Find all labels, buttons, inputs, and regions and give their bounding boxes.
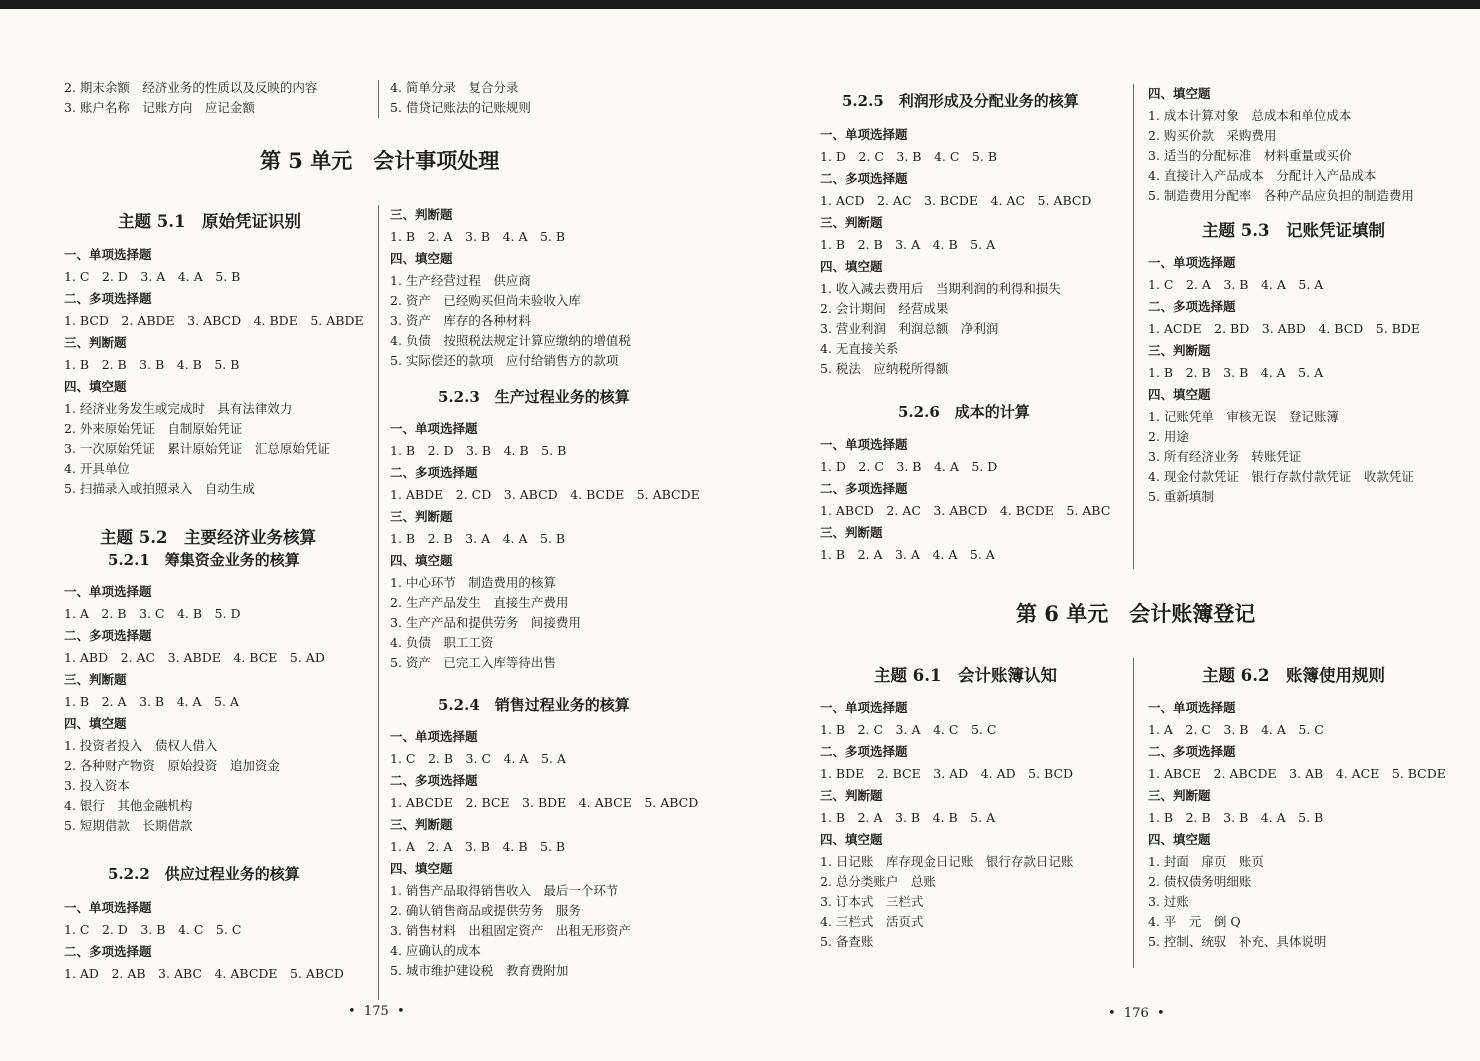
answer-line: 1. B 2. A 3. A 4. A 5. A [820,547,995,562]
continued-answers-right [390,78,531,118]
answer-line: 1. C 2. D 3. B 4. C 5. C [64,922,242,937]
section-5-2-2-answers-part2 [390,203,631,371]
section-5-2-4-answers [390,725,698,981]
section-5-2-2-title: 5.2.2 供应过程业务的核算 [108,865,300,883]
answer-line: 2. 购买价款 采购费用 [1148,128,1277,143]
section-heading: 三、判断题 [390,817,453,832]
answer-line: 1. BCD 2. ABDE 3. ABCD 4. BDE 5. ABDE [64,313,364,328]
answer-line: 5. 重新填制 [1148,489,1214,504]
answer-line: 2. 债权债务明细账 [1148,874,1252,889]
section-5-2-4-title: 5.2.4 销售过程业务的核算 [438,696,630,714]
section-5-2-2-answers-part1 [64,896,344,984]
section-5-2-5-answers [820,123,1091,379]
answer-line: 1. ABCD 2. AC 3. ABCD 4. BCDE 5. ABC [820,503,1111,518]
answer-line: 3. 生产产品和提供劳务 间接费用 [390,615,581,630]
section-5-2-3-answers [390,417,700,673]
section-heading: 二、多项选择题 [1148,744,1236,759]
topic-5-3-answers [1148,251,1420,507]
topic-6-1-answers [820,696,1073,952]
section-heading: 二、多项选择题 [64,944,152,959]
unit-6-title: 第 6 单元 会计账簿登记 [1016,601,1256,626]
section-heading: 四、填空题 [820,832,883,847]
section-heading: 四、填空题 [1148,387,1211,402]
section-5-2-1-title: 5.2.1 筹集资金业务的核算 [108,551,300,569]
answer-line: 3. 所有经济业务 转账凭证 [1148,449,1302,464]
answer-line: 1. B 2. C 3. A 4. C 5. C [820,722,997,737]
answer-line: 2. 会计期间 经营成果 [820,301,949,316]
answer-line: 3. 营业利润 利润总额 净利润 [820,321,999,336]
section-heading: 三、判断题 [390,509,453,524]
answer-line: 2. 总分类账户 总账 [820,874,936,889]
answer-line: 4. 开具单位 [64,461,130,476]
answer-line: 1. ABCE 2. ABCDE 3. AB 4. ACE 5. BCDE [1148,766,1446,781]
section-heading: 二、多项选择题 [390,465,478,480]
answer-line: 3. 一次原始凭证 累计原始凭证 汇总原始凭证 [64,441,330,456]
answer-line: 1. 成本计算对象 总成本和单位成本 [1148,108,1352,123]
column-divider [378,205,379,1000]
answer-line: 1. B 2. D 3. B 4. B 5. B [390,443,567,458]
section-heading: 四、填空题 [390,251,453,266]
answer-line: 2. 期末余额 经济业务的性质以及反映的内容 [64,80,318,95]
answer-line: 2. 生产产品发生 直接生产费用 [390,595,569,610]
page-number-right: • 176 • [1108,1006,1165,1021]
answer-line: 1. B 2. B 3. B 4. B 5. B [64,357,240,372]
answer-line: 5. 备查账 [820,934,874,949]
section-heading: 二、多项选择题 [1148,299,1236,314]
answer-line: 1. 记账凭单 审核无误 登记账簿 [1148,409,1339,424]
answer-line: 4. 平 元 倒 Q [1148,914,1241,929]
column-divider [378,80,379,118]
answer-line: 5. 制造费用分配率 各种产品应负担的制造费用 [1148,188,1414,203]
answer-line: 1. B 2. B 3. B 4. A 5. A [1148,365,1324,380]
answer-line: 2. 外来原始凭证 自制原始凭证 [64,421,243,436]
topic-6-2-title: 主题 6.2 账簿使用规则 [1202,666,1385,685]
answer-line: 1. 投资者投入 债权人借入 [64,738,218,753]
answer-line: 5. 实际偿还的款项 应付给销售方的款项 [390,353,619,368]
section-heading: 四、填空题 [1148,86,1211,101]
answer-line: 1. 封面 扉页 账页 [1148,854,1264,869]
column-divider [1133,658,1134,968]
section-heading: 二、多项选择题 [820,744,908,759]
section-heading: 一、单项选择题 [1148,700,1236,715]
answer-line: 1. C 2. B 3. C 4. A 5. A [390,751,566,766]
answer-line: 1. A 2. B 3. C 4. B 5. D [64,606,241,621]
answer-line: 3. 资产 库存的各种材料 [390,313,531,328]
answer-line: 1. D 2. C 3. B 4. A 5. D [820,459,998,474]
answer-line: 1. BDE 2. BCE 3. AD 4. AD 5. BCD [820,766,1074,781]
answer-line: 1. ACDE 2. BD 3. ABD 4. BCD 5. BDE [1148,321,1421,336]
section-heading: 四、填空题 [1148,832,1211,847]
section-5-2-1-answers [64,580,325,836]
page-number-left: • 175 • [348,1004,405,1019]
section-heading: 三、判断题 [64,672,127,687]
answer-line: 1. B 2. A 3. B 4. A 5. A [64,694,239,709]
answer-line: 5. 控制、统驭 补充、具体说明 [1148,934,1327,949]
section-heading: 三、判断题 [64,335,127,350]
answer-line: 4. 应确认的成本 [390,943,481,958]
answer-line: 5. 城市维护建设税 教育费附加 [390,963,569,978]
answer-line: 5. 扫描录入或拍照录入 自动生成 [64,481,255,496]
answer-line: 1. A 2. C 3. B 4. A 5. C [1148,722,1324,737]
section-heading: 三、判断题 [820,215,883,230]
section-heading: 一、单项选择题 [390,421,478,436]
answer-line: 4. 三栏式 活页式 [820,914,924,929]
answer-line: 4. 简单分录 复合分录 [390,80,519,95]
section-5-2-6-title: 5.2.6 成本的计算 [898,403,1030,421]
section-heading: 一、单项选择题 [820,700,908,715]
topic-5-3-title: 主题 5.3 记账凭证填制 [1202,221,1385,240]
answer-line: 1. C 2. D 3. A 4. A 5. B [64,269,241,284]
answer-line: 1. B 2. B 3. B 4. A 5. B [1148,810,1324,825]
answer-line: 4. 现金付款凭证 银行存款付款凭证 收款凭证 [1148,469,1414,484]
topic-5-1-answers [64,243,364,499]
unit-5-title: 第 5 单元 会计事项处理 [260,148,500,173]
answer-line: 1. A 2. A 3. B 4. B 5. B [390,839,566,854]
answer-line: 1. ABDE 2. CD 3. ABCD 4. BCDE 5. ABCDE [390,487,700,502]
answer-line: 4. 银行 其他金融机构 [64,798,193,813]
section-heading: 二、多项选择题 [64,291,152,306]
section-heading: 一、单项选择题 [820,437,908,452]
answer-line: 1. 收入减去费用后 当期利润的利得和损失 [820,281,1061,296]
section-heading: 一、单项选择题 [64,900,152,915]
answer-line: 1. D 2. C 3. B 4. C 5. B [820,149,998,164]
section-heading: 一、单项选择题 [64,584,152,599]
answer-line: 1. ABD 2. AC 3. ABDE 4. BCE 5. AD [64,650,325,665]
answer-line: 2. 用途 [1148,429,1189,444]
section-heading: 四、填空题 [820,259,883,274]
section-heading: 三、判断题 [1148,788,1211,803]
section-heading: 三、判断题 [1148,343,1211,358]
answer-line: 4. 直接计入产品成本 分配计入产品成本 [1148,168,1377,183]
answer-line: 4. 负债 职工工资 [390,635,494,650]
answer-line: 1. C 2. A 3. B 4. A 5. A [1148,277,1324,292]
section-heading: 二、多项选择题 [390,773,478,788]
answer-line: 5. 税法 应纳税所得额 [820,361,949,376]
section-heading: 一、单项选择题 [390,729,478,744]
answer-line: 3. 投入资本 [64,778,130,793]
answer-line: 3. 账户名称 记账方向 应记金额 [64,100,255,115]
answer-line: 2. 资产 已经购买但尚未验收入库 [390,293,581,308]
answer-line: 5. 借贷记账法的记账规则 [390,100,531,115]
continued-answers-left [64,78,317,118]
answer-line: 1. 销售产品取得销售收入 最后一个环节 [390,883,619,898]
answer-line: 5. 资产 已完工入库等待出售 [390,655,556,670]
section-heading: 四、填空题 [64,716,127,731]
section-5-2-6-answers-part1 [820,433,1110,565]
answer-line: 1. ACD 2. AC 3. BCDE 4. AC 5. ABCD [820,193,1092,208]
section-heading: 一、单项选择题 [64,247,152,262]
answer-line: 1. AD 2. AB 3. ABC 4. ABCDE 5. ABCD [64,966,344,981]
answer-line: 3. 适当的分配标准 材料重量或买价 [1148,148,1352,163]
answer-line: 1. B 2. A 3. B 4. A 5. B [390,229,566,244]
answer-line: 1. 日记账 库存现金日记账 银行存款日记账 [820,854,1074,869]
answer-line: 1. B 2. A 3. B 4. B 5. A [820,810,996,825]
answer-line: 2. 确认销售商品或提供劳务 服务 [390,903,581,918]
answer-line: 2. 各种财产物资 原始投资 追加资金 [64,758,280,773]
section-heading: 一、单项选择题 [820,127,908,142]
topic-5-1-title: 主题 5.1 原始凭证识别 [118,212,301,231]
section-heading: 四、填空题 [390,553,453,568]
topic-6-2-answers [1148,696,1446,952]
answer-line: 1. B 2. B 3. A 4. A 5. B [390,531,566,546]
answer-line: 4. 负债 按照税法规定计算应缴纳的增值税 [390,333,631,348]
section-heading: 四、填空题 [390,861,453,876]
section-heading: 一、单项选择题 [1148,255,1236,270]
section-5-2-6-answers-part2 [1148,82,1414,206]
top-border [0,0,1480,9]
section-5-2-5-title: 5.2.5 利润形成及分配业务的核算 [842,92,1079,110]
section-heading: 二、多项选择题 [820,171,908,186]
section-heading: 三、判断题 [820,788,883,803]
answer-line: 1. 经济业务发生或完成时 具有法律效力 [64,401,293,416]
answer-line: 1. B 2. B 3. A 4. B 5. A [820,237,996,252]
section-5-2-3-title: 5.2.3 生产过程业务的核算 [438,388,630,406]
answer-line: 4. 无直接关系 [820,341,899,356]
answer-line: 3. 销售材料 出租固定资产 出租无形资产 [390,923,631,938]
section-heading: 三、判断题 [390,207,453,222]
column-divider [1133,84,1134,569]
topic-6-1-title: 主题 6.1 会计账簿认知 [874,666,1057,685]
section-heading: 三、判断题 [820,525,883,540]
answer-line: 1. ABCDE 2. BCE 3. BDE 4. ABCE 5. ABCD [390,795,699,810]
answer-line: 3. 订本式 三栏式 [820,894,924,909]
answer-line: 3. 过账 [1148,894,1189,909]
answer-line: 1. 生产经营过程 供应商 [390,273,531,288]
answer-line: 1. 中心环节 制造费用的核算 [390,575,556,590]
answer-line: 5. 短期借款 长期借款 [64,818,193,833]
section-heading: 二、多项选择题 [820,481,908,496]
section-heading: 二、多项选择题 [64,628,152,643]
section-heading: 四、填空题 [64,379,127,394]
topic-5-2-title: 主题 5.2 主要经济业务核算 [100,528,316,547]
